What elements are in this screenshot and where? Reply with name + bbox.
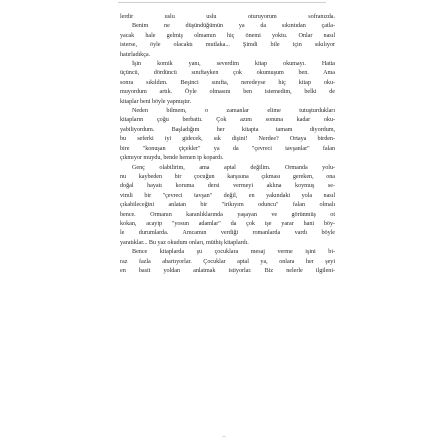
text-line: sonra sıkıldım. Beşinci sınıfta, neredeyse hiç kitap oku- xyxy=(120,78,335,86)
text-line: Bence kitaplarda şu çocuklara mesaj verme işini bi- xyxy=(132,248,335,256)
text-line: nu kaybeden bir çocuğun karşısına çıkması gereken, ona xyxy=(120,172,335,180)
paragraph-2 xyxy=(120,59,335,106)
text-line: en basit yoldan anlatmak istiyorlar. Biz nelerle ilgileni- xyxy=(120,266,335,274)
book-page-text xyxy=(120,12,335,275)
text-line: vimli bir "çevreci tavşan" değil, en yakındaki yola nasıl xyxy=(120,191,335,199)
text-line: bu seferki iyi gidecek, sık dişini! Nerdee? Ortaya birden- xyxy=(120,135,335,143)
text-line: raz fazla abartıyorlar. Çocuklar aptal ya, onlara her şeyi xyxy=(120,257,335,265)
text-line: çıkabileceğini anlatan bir "irikıyım oduncu" falan olmalı xyxy=(120,201,335,209)
text-line: kokan, acayip "yosun adamlar" da çok işe yarar hani böy- xyxy=(120,219,335,227)
text-line: muyordum artık. Öyle olmasını ben istemedim, belki de xyxy=(120,88,335,96)
page-footer-mark xyxy=(222,436,226,437)
paragraph-4 xyxy=(120,163,335,248)
paragraph-3 xyxy=(120,106,335,162)
text-line: Genç olabilirim, ama aptal değilim. Ormanda yolu- xyxy=(132,163,335,171)
paragraph-1 xyxy=(120,12,335,59)
text-line: yacak hale gelmiş olmamın hiç önemi yoktu. Onlar nasıl xyxy=(120,31,335,39)
text-line: lerdir uslu uslu oturuyorum sofranızda. xyxy=(120,13,335,20)
text-line: isterse, öyle olacaktı mutlaka... Şimdi bile için sıkılıyor xyxy=(120,41,335,49)
text-line: kitaplar beni böyle yapmıştır. xyxy=(120,97,192,105)
text-line: üçüncü, dördüncü sınıftayken çok okumuşum ben. Ama xyxy=(120,69,335,77)
text-line: yabiliyordum. Başladığım her kitapta tamam diyordum, xyxy=(120,125,335,133)
text-line: Neden bilmem, o zamanlar elime tutuşturdukları xyxy=(132,107,335,115)
text-line: doğal hayatı koruma dersi vermeyi aklına koymuş se- xyxy=(120,182,335,190)
paragraph-5 xyxy=(120,247,335,275)
text-line: İşin komik yanı, severdim kitap okumayı. Hatta xyxy=(132,60,335,68)
text-line: bire "konuşan çiçekler" ya da "çevreci tavşanlar" falan xyxy=(120,144,335,152)
text-line: yaratıklar... Bu yaz okudum onları, müthiş kitaplardı. xyxy=(120,238,249,246)
text-line: bence. Ormanın karanlıklarında yaşayan ve görünmüş ot xyxy=(120,210,335,218)
text-line: le durumlarda. Amcamın verdiği romanlarda vardı böyle xyxy=(120,229,335,237)
top-rule xyxy=(118,2,326,3)
text-line: kitapların çoğu berbattı. Çok azını sonuna kadar oku- xyxy=(120,116,335,124)
text-line: Benim ne düşündüğümün ya da sıkıntıdan çatla- xyxy=(132,22,335,30)
text-line: hatırladıkça. xyxy=(120,50,151,58)
text-line: çıkmıyor muydu, bende hemen ip kopardı. xyxy=(120,154,224,162)
